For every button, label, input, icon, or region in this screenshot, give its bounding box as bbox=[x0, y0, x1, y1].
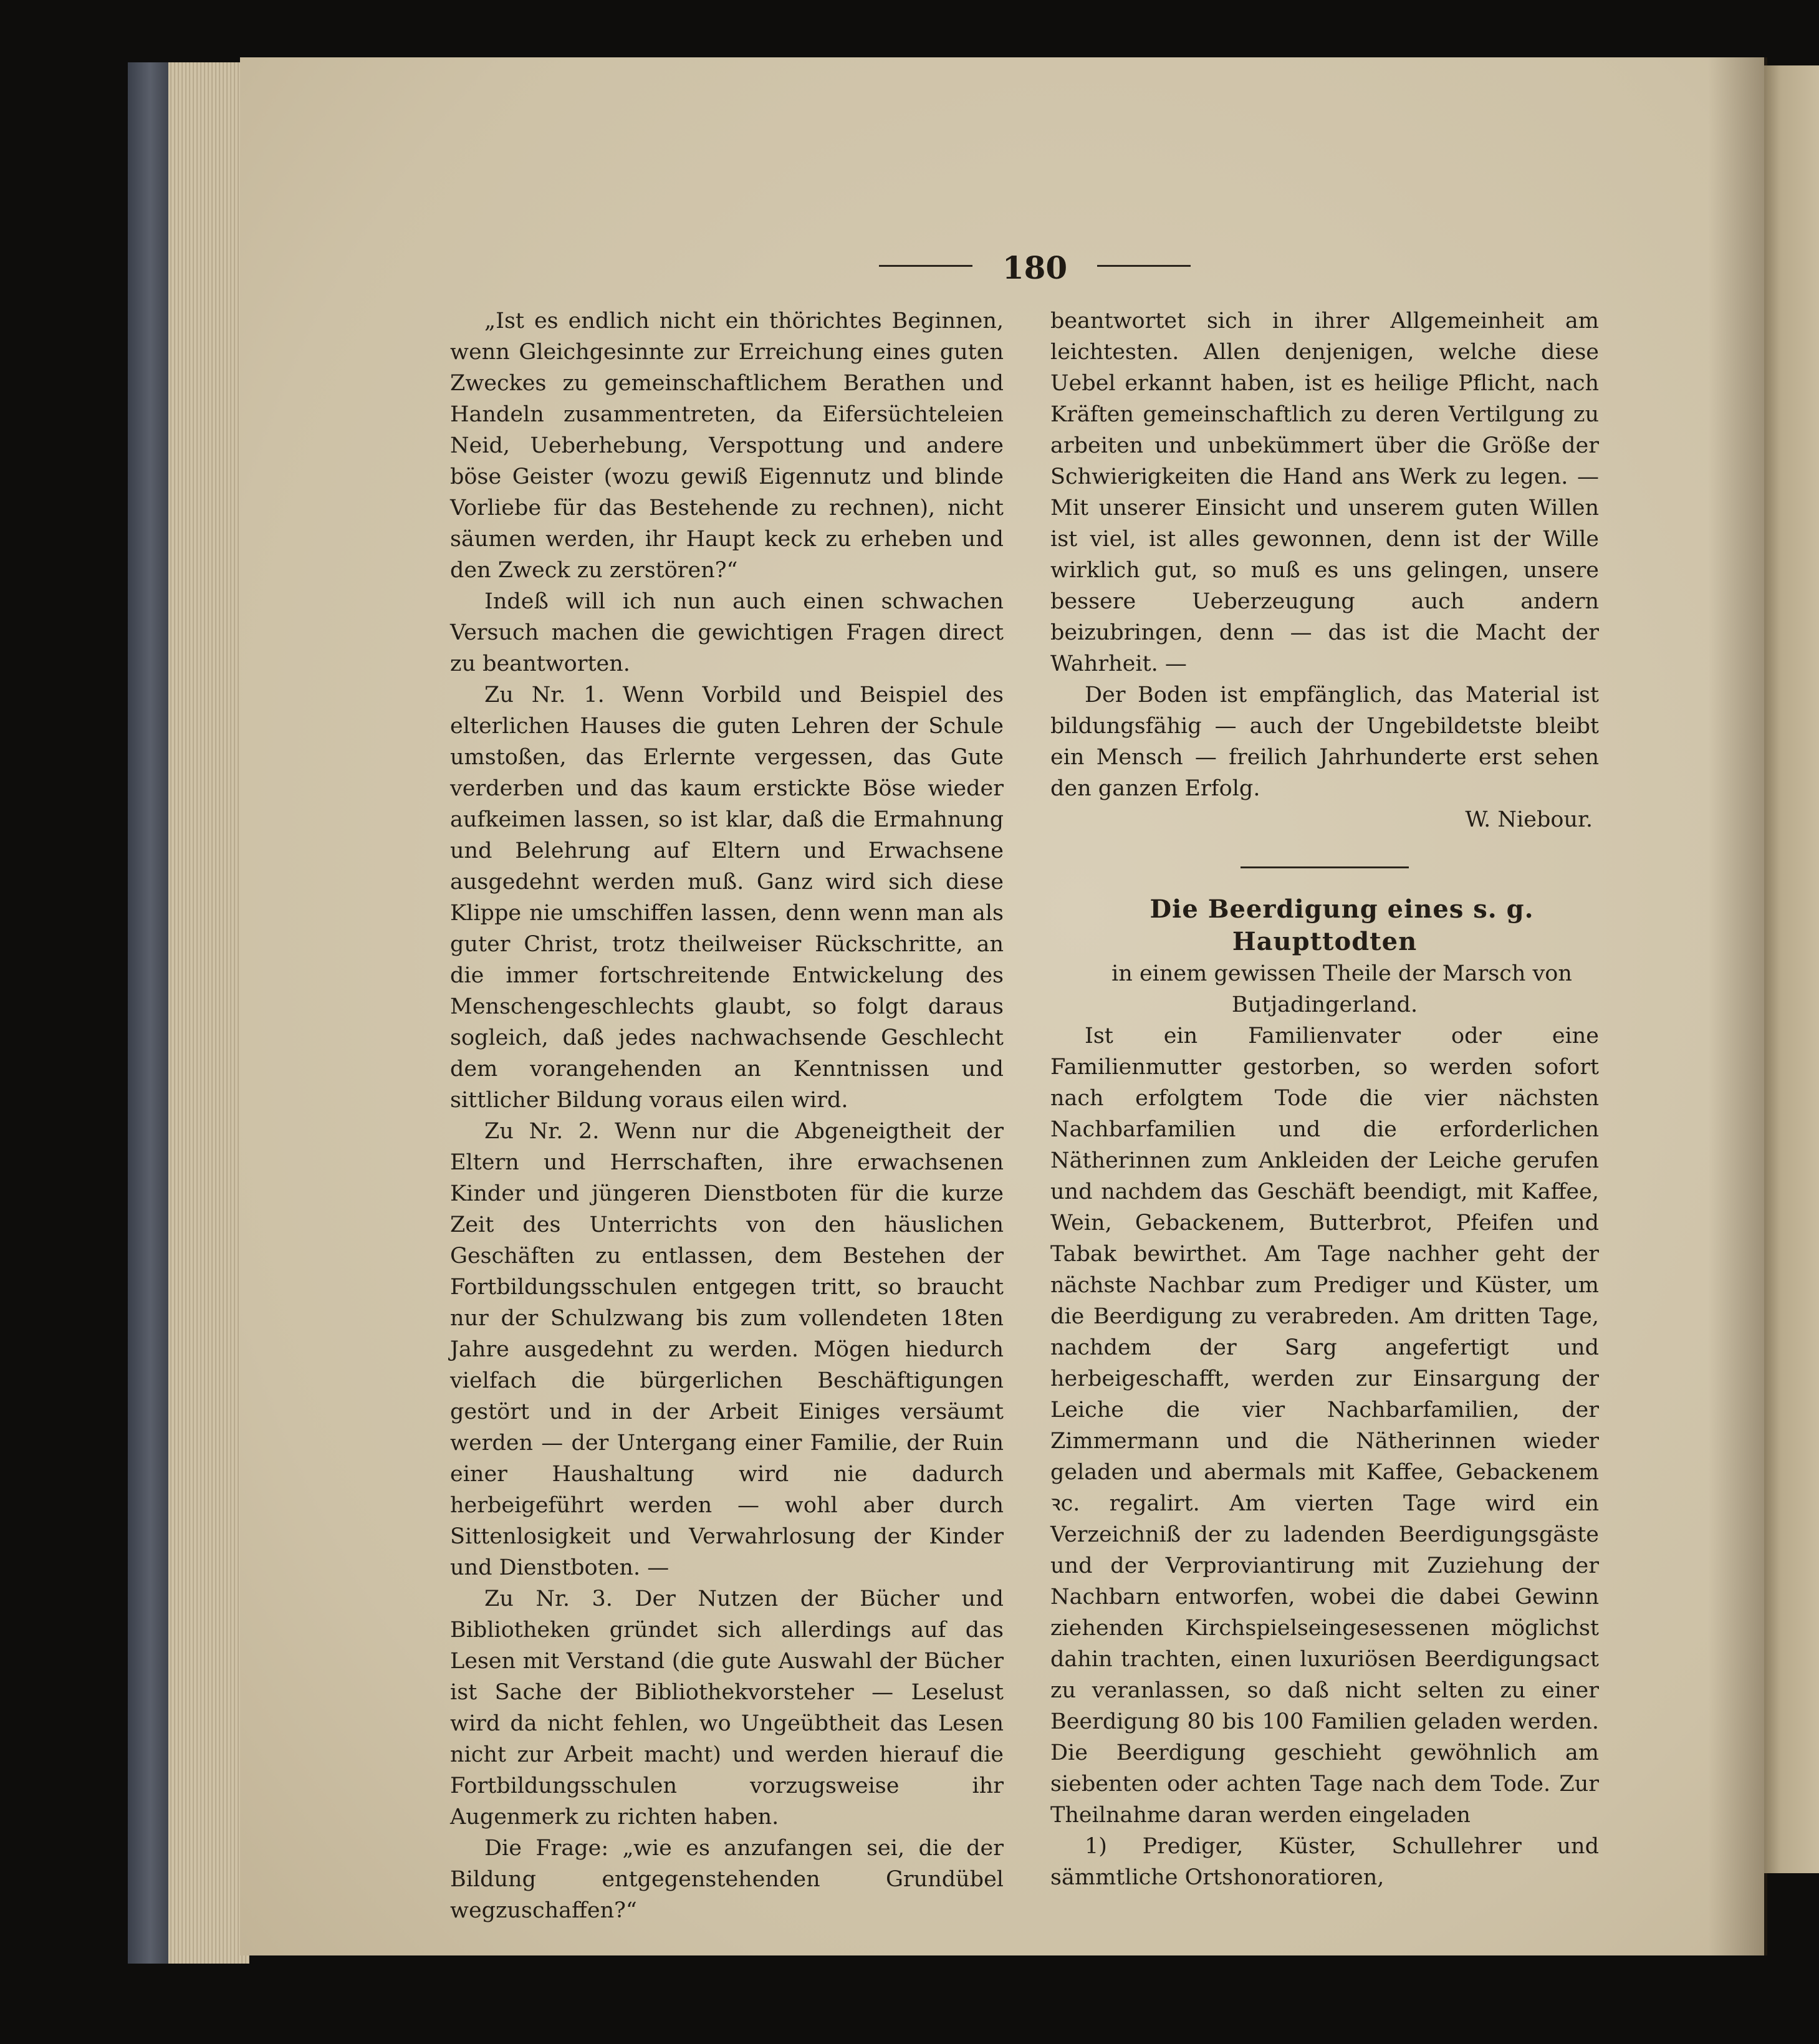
section-separator bbox=[1241, 866, 1409, 868]
page-header bbox=[879, 240, 1191, 296]
page-edges bbox=[168, 62, 249, 1964]
quote-paragraph: „Ist es endlich nicht ein thörichtes Beginnen, wenn Gleichgesinnte zur Erreichung eines guten Zweckes zu gemeinschaftlichem Berathen und Handeln zusammentreten, da Eifersüchteleien Neid, Ueberhebung, Verspottung und andere böse Geister (wozu gewiß Eigennutz und blinde Vorliebe für das Bestehende zu rechnen), nicht säumen werden, ihr Haupt keck zu erheben und den Zweck zu zerstören?“ bbox=[450, 309, 1004, 583]
paragraph-nr-1: Zu Nr. 1. Wenn Vorbild und Beispiel des elterlichen Hauses die guten Lehren der Schule umstoßen, das Erlernte vergessen, das Gute verderben und das kaum erstickte Böse wieder aufkeimen lassen, so ist klar, daß die Ermahnung und Belehrung auf Eltern und Erwachsene ausgedehnt werden muß. Ganz wird sich diese Klippe nie umschiffen lassen, denn wenn man als guter Christ, trotz theilweiser Rückschritte, an die immer fortschreitende Entwickelung des Menschengeschlechts glaubt, so folgt daraus sogleich, daß jedes nachwachsende Geschlecht dem vorangehenden an Kenntnissen und sittlicher Bildung voraus eilen wird. bbox=[450, 683, 1004, 1113]
header-rule-right bbox=[1097, 265, 1191, 267]
header-rule-left bbox=[879, 265, 972, 267]
article-title: Die Beerdigung eines s. g. Haupttodten bbox=[1149, 895, 1534, 956]
left-column bbox=[450, 305, 1004, 1926]
author-signature: W. Niebour. bbox=[1465, 807, 1593, 832]
paragraph: Der Boden ist empfänglich, das Material ist bildungsfähig — auch der Ungebildetste bleibt ein Mensch — freilich Jahrhunderte erst sehen den ganzen Erfolg. bbox=[1050, 683, 1599, 801]
gutter-shadow bbox=[1708, 57, 1767, 1955]
paragraph-nr-2: Zu Nr. 2. Wenn nur die Abgeneigtheit der Eltern und Herrschaften, ihre erwachsenen Kinder und jüngeren Dienstboten für die kurze Zeit des Unterrichts von den häuslichen Geschäften zu entlassen, dem Bestehen der Fortbildungsschulen entgegen tritt, so braucht nur der Schulzwang bis zum vollendeten 18ten Jahre ausgedehnt zu werden. Mögen hiedurch vielfach die bürgerlichen Beschäftigungen gestört und in der Arbeit Einiges versäumt werden — der Untergang einer Familie, der Ruin einer Haushaltung wird nie dadurch herbeigeführt werden — wohl aber durch Sittenlosigkeit und Verwahrlosung der Kinder und Dienstboten. — bbox=[450, 1119, 1004, 1580]
article-paragraph: Ist ein Familienvater oder eine Familienmutter gestorben, so werden sofort nach erfolgtem Tode die vier nächsten Nachbarfamilien und die erforderlichen Nätherinnen zum Ankleiden der Leiche gerufen und nachdem das Geschäft beendigt, mit Kaffee, Wein, Gebackenem, Butterbrot, Pfeifen und Tabak bewirthet. Am Tage nachher geht der nächste Nachbar zum Prediger und Küster, um die Beerdigung zu verabreden. Am dritten Tage, nachdem der Sarg angefertigt und herbeigeschafft, werden zur Einsargung der Leiche die vier Nachbarfamilien, der Zimmermann und die Nätherinnen wieder geladen und abermals mit Kaffee, Gebackenem ꝛc. regalirt. Am vierten Tage wird ein Verzeichniß der zu ladenden Beerdigungsgäste und der Verproviantirung mit Zuziehung der Nachbarn entworfen, wobei die dabei Gewinn ziehenden Kirchspielseingesessenen möglichst dahin trachten, einen luxuriösen Beerdigungsact zu veranlassen, so daß nicht selten zu einer Beerdigung 80 bis 100 Familien geladen werden. Die Beerdigung geschieht gewöhnlich am siebenten oder achten Tage nach dem Tode. Zur Theilnahme daran werden eingeladen bbox=[1050, 1024, 1599, 1828]
right-column bbox=[1050, 305, 1599, 1893]
continuation-paragraph: beantwortet sich in ihrer Allgemeinheit am leichtesten. Allen denjenigen, welche diese Uebel erkannt haben, ist es heilige Pflicht, nach Kräften gemeinschaftlich zu deren Vertilgung zu arbeiten und unbekümmert über die Größe der Schwierigkeiten die Hand ans Werk zu legen. — Mit unserer Einsicht und unserem guten Willen ist viel, ist alles gewonnen, denn ist der Wille wirklich gut, so muß es uns gelingen, unsere bessere Ueberzeugung auch andern beizubringen, denn — das ist die Macht der Wahrheit. — bbox=[1050, 309, 1599, 676]
article-subtitle: in einem gewissen Theile der Marsch von Butjadingerland. bbox=[1111, 961, 1572, 1017]
paragraph: Indeß will ich nun auch einen schwachen Versuch machen die gewichtigen Fragen direct zu beantworten. bbox=[450, 589, 1004, 676]
page-number: 180 bbox=[1002, 249, 1068, 286]
paragraph-question: Die Frage: „wie es anzufangen sei, die der Bildung entgegenstehenden Grundübel wegzuschaffen?“ bbox=[450, 1836, 1004, 1923]
next-page-edge bbox=[1764, 65, 1819, 1873]
paragraph-nr-3: Zu Nr. 3. Der Nutzen der Bücher und Bibliotheken gründet sich allerdings auf das Lesen mit Verstand (die gute Auswahl der Bücher ist Sache der Bibliothekvorsteher — Leselust wird da nicht fehlen, wo Ungeübtheit das Lesen nicht zur Arbeit macht) und werden hierauf die Fortbildungsschulen vorzugsweise ihr Augenmerk zu richten haben. bbox=[450, 1586, 1004, 1830]
article-list-item: 1) Prediger, Küster, Schullehrer und sämmtliche Ortshonoratioren, bbox=[1050, 1834, 1599, 1890]
